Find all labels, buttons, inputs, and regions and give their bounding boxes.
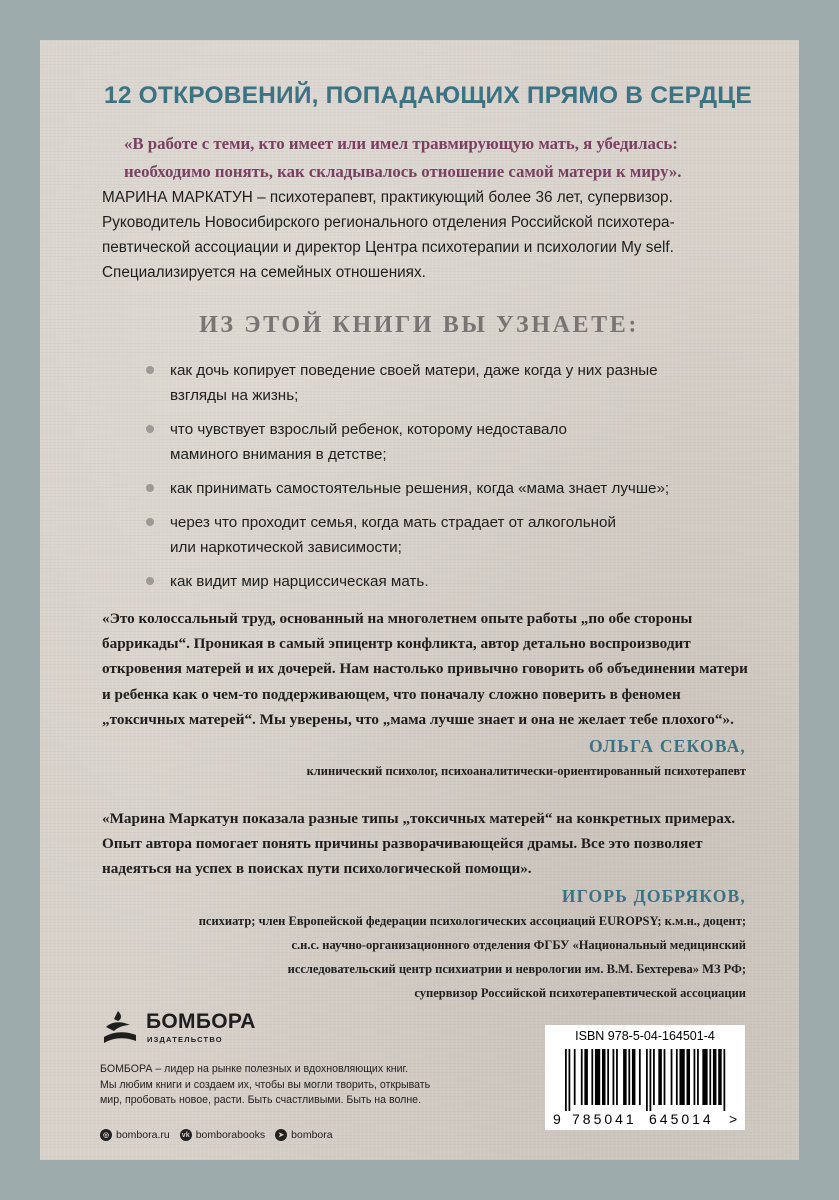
barcode-bar: [607, 1049, 609, 1105]
publisher-line: БОМБОРА – лидер на рынке полезных и вдохновляющих книг.: [100, 1063, 409, 1075]
lead-quote-line: необходимо понять, как складывалось отношение самой матери к миру».: [124, 162, 682, 181]
publisher-description: [100, 1062, 540, 1109]
barcode-bar: [646, 1049, 648, 1111]
barcode: [545, 1025, 745, 1130]
barcode-bar: [694, 1049, 696, 1105]
review-line: «Марина Маркатун показала разные типы „токсичных матерей“ на конкретных примерах.: [102, 810, 736, 827]
social-link-site[interactable]: [100, 1129, 170, 1141]
list-item-line: как дочь копирует поведение своей матери, даже когда у них разные: [170, 362, 658, 379]
social-link-telegram[interactable]: [275, 1129, 332, 1141]
list-item: [146, 358, 766, 408]
bullet-icon: [146, 518, 154, 526]
review-author-role: с.н.с. научно-организационного отделения ФГБУ «Национальный медицинский: [291, 937, 746, 952]
barcode-bar: [671, 1049, 673, 1105]
bullet-icon: [146, 484, 154, 492]
bio-line: Руководитель Новосибирского регионального отделения Российской психотера-: [102, 214, 675, 231]
review-author-role: исследовательский центр психиатрии и неврологии им. В.М. Бехтерева» МЗ РФ;: [287, 961, 746, 976]
barcode-bar: [702, 1049, 707, 1105]
lead-quote: [124, 130, 764, 186]
barcode-digits: [545, 1111, 745, 1127]
social-label: bomborabooks: [195, 1129, 266, 1141]
review-sekova: [102, 606, 792, 783]
author-bio: [102, 185, 782, 285]
barcode-bar: [723, 1049, 725, 1111]
barcode-bar: [632, 1049, 636, 1105]
barcode-bar: [584, 1049, 588, 1105]
publisher-logo: [100, 1005, 300, 1055]
barcode-digit-first: 9: [553, 1111, 561, 1127]
list-item: [146, 569, 766, 594]
review-author-role: клинический психолог, психоаналитически-ориентированный психотерапевт: [306, 764, 746, 779]
book-back-cover: [40, 40, 799, 1160]
learn-list: [146, 358, 766, 603]
telegram-icon: ➤: [275, 1129, 287, 1141]
barcode-digit-end: >: [729, 1111, 738, 1127]
review-line: откровения матерей и их дочерей. Нам настолько привычно говорить об объединении матери: [102, 660, 748, 678]
barcode-bar: [709, 1049, 711, 1105]
review-line: и ребенка как о чем-то поддерживающем, что поначалу сложно поверить в феномен: [102, 685, 681, 703]
list-item-line: как принимать самостоятельные решения, когда «мама знает лучше»;: [170, 480, 670, 497]
headline: 12 ОТКРОВЕНИЙ, ПОПАДАЮЩИХ ПРЯМО В СЕРДЦЕ: [104, 82, 752, 109]
review-dobryakov: [102, 806, 792, 1005]
social-link-vk[interactable]: [180, 1129, 265, 1141]
list-item-line: взгляды на жизнь;: [170, 387, 299, 404]
vk-icon: vk: [180, 1129, 192, 1141]
bullet-icon: [146, 577, 154, 585]
barcode-digits-right: 645014: [649, 1111, 714, 1127]
barcode-bar: [616, 1049, 618, 1105]
list-item: [146, 476, 766, 501]
barcode-bar: [569, 1049, 571, 1111]
barcode-bar: [676, 1049, 678, 1105]
review-author-role: психиатр; член Европейской федерации психологических ассоциаций EUROPSY; к.м.н., доцент;: [198, 913, 746, 928]
barcode-bar: [574, 1049, 576, 1105]
learn-heading: ИЗ ЭТОЙ КНИГИ ВЫ УЗНАЕТЕ:: [199, 312, 639, 338]
publisher-line: мир, пробовать новое, расти. Быть счастливыми. Быть на волне.: [100, 1094, 422, 1106]
list-item-line: маминого внимания в детстве;: [170, 446, 387, 463]
review-author-role: супервизор Российской психотерапевтической ассоциации: [414, 985, 746, 1000]
list-item: [146, 417, 766, 467]
bombora-wave-icon: [100, 1007, 140, 1047]
publisher-name: БОМБОРА: [146, 1010, 256, 1033]
barcode-bars: [565, 1049, 727, 1111]
review-line: „токсичных матерей“. Мы уверены, что „мама лучше знает и она не желает тебе плохого“».: [102, 710, 734, 728]
barcode-bar: [639, 1049, 641, 1105]
barcode-bar: [628, 1049, 630, 1105]
barcode-bar: [565, 1049, 567, 1111]
barcode-bar: [679, 1049, 684, 1105]
barcode-bar: [650, 1049, 652, 1111]
bullet-icon: [146, 366, 154, 374]
review-line: «Это колоссальный труд, основанный на многолетнем опыте работы „по обе стороны: [102, 610, 693, 627]
review-author: ОЛЬГА СЕКОВА,: [589, 736, 746, 757]
barcode-bar: [581, 1049, 583, 1105]
barcode-bar: [713, 1049, 717, 1105]
list-item-line: через что проходит семья, когда мать страдает от алкогольной: [170, 514, 616, 531]
barcode-bar: [697, 1049, 699, 1105]
barcode-bar: [658, 1049, 662, 1105]
publisher-subtitle: ИЗДАТЕЛЬСТВО: [147, 1035, 223, 1044]
globe-icon: ◎: [100, 1129, 112, 1141]
list-item: [146, 510, 766, 560]
review-line: надеяться на успех в поисках пути психологической помощи».: [102, 860, 532, 878]
publisher-line: Мы любим книги и создаем их, чтобы вы могли творить, открывать: [100, 1078, 431, 1091]
barcode-bar: [602, 1049, 606, 1105]
review-line: Опыт автора помогает понять причины разворачивающейся драмы. Все это позволяет: [102, 835, 703, 853]
review-author: ИГОРЬ ДОБРЯКОВ,: [561, 885, 746, 906]
social-links: [100, 1129, 343, 1141]
social-label: bombora: [291, 1129, 333, 1141]
barcode-bar: [718, 1049, 722, 1105]
lead-quote-line: «В работе с теми, кто имеет или имел травмирующую мать, я убедилась:: [124, 134, 678, 153]
barcode-digits-left: 785041: [572, 1111, 637, 1127]
bullet-icon: [146, 425, 154, 433]
list-item-line: что чувствует взрослый ребенок, которому недоставало: [170, 421, 567, 438]
barcode-bar: [653, 1049, 655, 1105]
list-item-line: как видит мир нарциссическая мать.: [170, 573, 429, 590]
barcode-bar: [613, 1049, 615, 1105]
barcode-bar: [591, 1049, 593, 1105]
bio-line: певтической ассоциации и директор Центра психотерапии и психологии My self.: [102, 239, 674, 256]
bio-line: Специализируется на семейных отношениях.: [102, 264, 426, 281]
isbn-label: ISBN 978-5-04-164501-4: [575, 1029, 715, 1043]
review-line: баррикады“. Проникая в самый эпицентр конфликта, автор детально воспроизводит: [102, 635, 691, 653]
barcode-bar: [595, 1049, 600, 1105]
barcode-bar: [664, 1049, 666, 1105]
social-label: bombora.ru: [116, 1129, 170, 1141]
bio-line: МАРИНА МАРКАТУН – психотерапевт, практикующий более 36 лет, супервизор.: [102, 189, 673, 206]
list-item-line: или наркотической зависимости;: [170, 539, 402, 556]
barcode-bar: [687, 1049, 691, 1105]
barcode-bar: [623, 1049, 627, 1105]
